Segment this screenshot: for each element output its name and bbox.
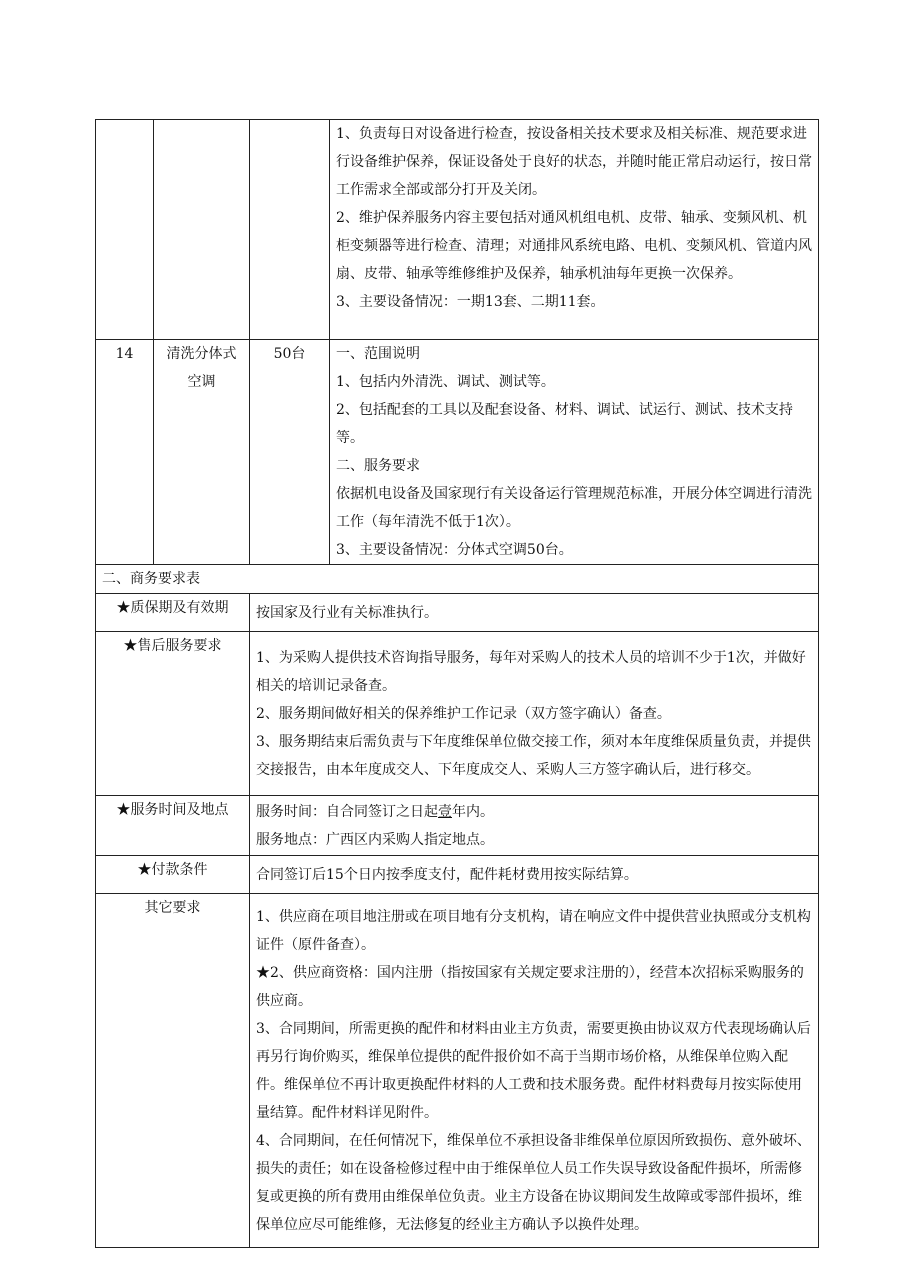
business-row-payment xyxy=(96,856,819,894)
business-row-warranty xyxy=(96,594,819,632)
content-line: 3、合同期间，所需更换的配件和材料由业主方负责，需要更换由协议双方代表现场确认后再另行询价购买，维保单位提供的配件报价如不高于当期市场价格，从维保单位购入配件。维保单位不再计取更换配件材料的人工费和技术服务费。配件材料费每月按实际使用量结算。配件材料详见附件。 xyxy=(256,1020,811,1121)
content-line: 2、包括配套的工具以及配套设备、材料、调试、试运行、测试、技术支持等。 xyxy=(336,402,793,446)
content-line: 依据机电设备及国家现行有关设备运行管理规范标准，开展分体空调进行清洗工作（每年清洗不低于1次）。 xyxy=(336,486,812,530)
service-time-value: 壹 xyxy=(438,803,452,820)
table-row-14 xyxy=(96,340,819,565)
label-payment: ★付款条件 xyxy=(96,856,250,894)
service-place-line: 服务地点：广西区内采购人指定地点。 xyxy=(256,831,494,848)
table-row-continued xyxy=(96,120,819,340)
content-line: 4、合同期间，在任何情况下，维保单位不承担设备非维保单位原因所致损伤、意外破坏、损失的责任；如在设备检修过程中由于维保单位人员工作失误导致设备配件损坏，所需修复或更换的所有费用由维保单位负责。业主方设备在协议期间发生故障或零部件损坏，维保单位应尽可能维修，无法修复的经业主方确认予以换件处理。 xyxy=(256,1132,811,1233)
content-line: 按国家及行业有关标准执行。 xyxy=(256,604,438,621)
content-line: 3、服务期结束后需负责与下年度维保单位做交接工作，须对本年度维保质量负责，并提供交接报告，由本年度成交人、下年度成交人、采购人三方签字确认后，进行移交。 xyxy=(256,733,811,778)
content-line: 1、为采购人提供技术咨询指导服务，每年对采购人的技术人员的培训不少于1次，并做好相关的培训记录备查。 xyxy=(256,649,806,694)
content-line: 2、服务期间做好相关的保养维护工作记录（双方签字确认）备查。 xyxy=(256,705,671,722)
service-time-prefix: 服务时间：自合同签订之日起 xyxy=(256,803,438,820)
cell-item-number: 14 xyxy=(96,340,154,565)
value-time-place xyxy=(250,796,819,856)
business-row-other xyxy=(96,894,819,1248)
value-warranty xyxy=(250,594,819,632)
content-line: 一、范围说明 xyxy=(336,346,420,362)
content-line: 2、维护保养服务内容主要包括对通风机组电机、皮带、轴承、变频风机、机柜变频器等进行检查、清理；对通排风系统电路、电机、变频风机、管道内风扇、皮带、轴承等维修维护及保养，轴承机油每年更换一次保养。 xyxy=(336,210,812,282)
cell-qty-empty xyxy=(250,120,330,340)
cell-content-aircon xyxy=(330,340,819,565)
label-other: 其它要求 xyxy=(96,894,250,1248)
value-payment xyxy=(250,856,819,894)
cell-no-empty xyxy=(96,120,154,340)
content-line: 3、主要设备情况：分体式空调50台。 xyxy=(336,542,573,558)
business-row-time-place xyxy=(96,796,819,856)
service-time-line xyxy=(256,798,812,826)
label-time-place: ★服务时间及地点 xyxy=(96,796,250,856)
content-line: 1、负责每日对设备进行检查，按设备相关技术要求及相关标准、规范要求进行设备维护保养，保证设备处于良好的状态，并随时能正常启动运行，按日常工作需求全部或部分打开及关闭。 xyxy=(336,126,812,198)
value-other xyxy=(250,894,819,1248)
label-warranty: ★质保期及有效期 xyxy=(96,594,250,632)
cell-content-ventilation xyxy=(330,120,819,340)
cell-item-name: 清洗分体式空调 xyxy=(154,340,250,565)
content-line: ★2、供应商资格：国内注册（指按国家有关规定要求注册的），经营本次招标采购服务的供应商。 xyxy=(256,964,804,1009)
content-line: 合同签订后15个日内按季度支付，配件耗材费用按实际结算。 xyxy=(256,866,638,883)
cell-item-quantity: 50台 xyxy=(250,340,330,565)
cell-name-empty xyxy=(154,120,250,340)
content-line: 1、包括内外清洗、调试、测试等。 xyxy=(336,374,555,390)
business-row-after-sales xyxy=(96,632,819,796)
content-line: 3、主要设备情况：一期13套、二期11套。 xyxy=(336,294,605,310)
service-time-suffix: 年内。 xyxy=(452,803,494,820)
requirements-table xyxy=(95,119,819,1248)
content-line: 1、供应商在项目地注册或在项目地有分支机构，请在响应文件中提供营业执照或分支机构证件（原件备查）。 xyxy=(256,908,811,953)
section-title: 二、商务要求表 xyxy=(96,565,819,594)
value-after-sales xyxy=(250,632,819,796)
content-line: 二、服务要求 xyxy=(336,458,420,474)
label-after-sales: ★售后服务要求 xyxy=(96,632,250,796)
section-header-row xyxy=(96,565,819,594)
